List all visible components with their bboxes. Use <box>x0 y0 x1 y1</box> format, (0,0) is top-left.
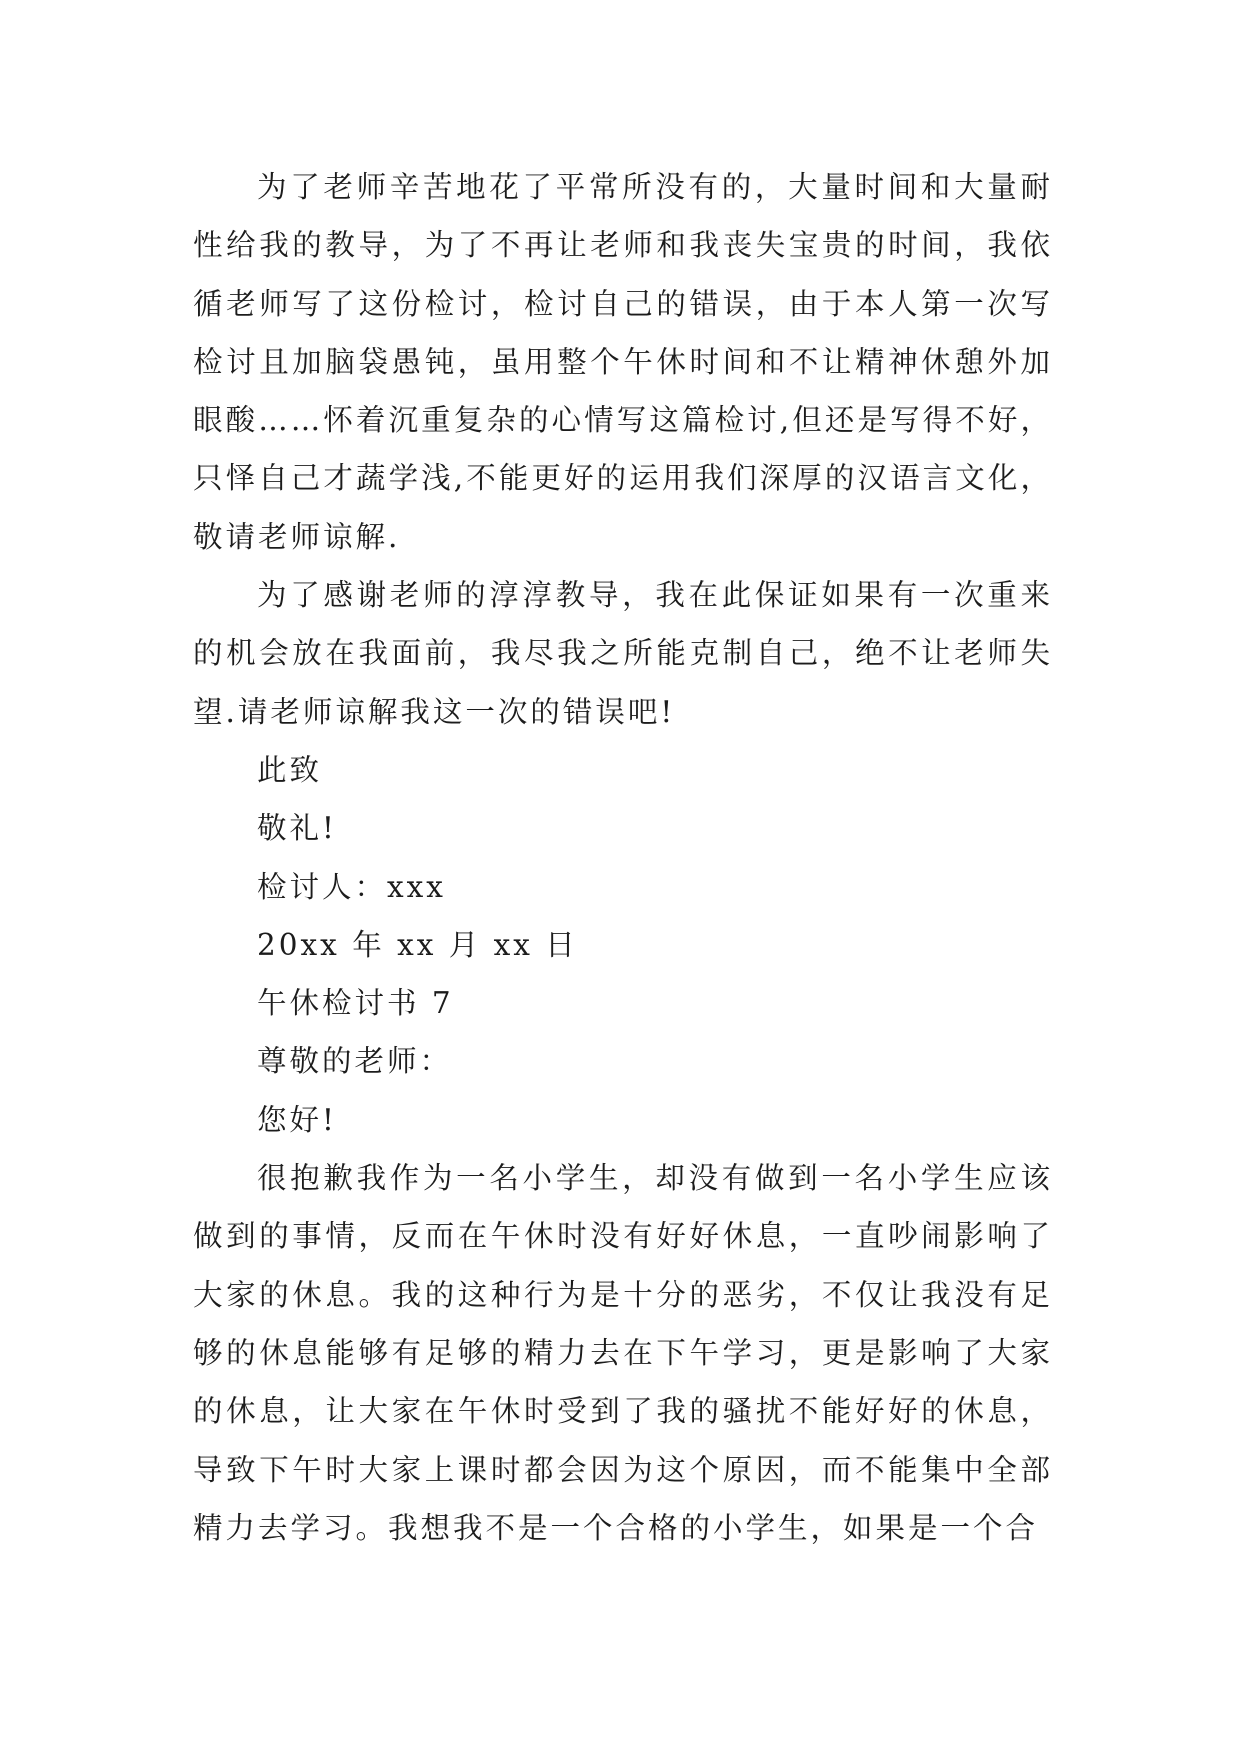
paragraph-promise: 为了感谢老师的淳淳教导，我在此保证如果有一次重来的机会放在我面前，我尽我之所能克制自己，绝不让老师失望.请老师谅解我这一次的错误吧! <box>193 578 1053 729</box>
date-line: 20xx 年 xx 月 xx 日 <box>257 927 578 962</box>
salute-line: 敬礼! <box>257 811 337 846</box>
section-title: 午休检讨书 7 <box>257 986 454 1021</box>
paragraph-apology-body: 很抱歉我作为一名小学生，却没有做到一名小学生应该做到的事情，反而在午休时没有好好休息，一直吵闹影响了大家的休息。我的这种行为是十分的恶劣，不仅让我没有足够的休息能够有足够的精力去在下午学习，更是影响了大家的休息，让大家在午休时受到了我的骚扰不能好好的休息，导致下午时大家上课时都会因为这个原因，而不能集中全部精力去学习。我想我不是一个合格的小学生，如果是一个合 <box>193 1161 1053 1545</box>
signature-line: 检讨人：xxx <box>257 869 446 904</box>
paragraph-apology-reason: 为了老师辛苦地花了平常所没有的，大量时间和大量耐性给我的教导，为了不再让老师和我丧失宝贵的时间，我依循老师写了这份检讨，检讨自己的错误，由于本人第一次写检讨且加脑袋愚钝，虽用整个午休时间和不让精神休憩外加眼酸……怀着沉重复杂的心情写这篇检讨,但还是写得不好，只怿自己才蔬学浅,不能更好的运用我们深厚的汉语言文化，敬请老师谅解. <box>193 170 1053 554</box>
closing-line: 此致 <box>257 752 323 787</box>
greeting-line: 您好! <box>257 1102 337 1137</box>
document-body <box>193 158 1053 1557</box>
greeting-recipient: 尊敬的老师： <box>257 1044 453 1079</box>
